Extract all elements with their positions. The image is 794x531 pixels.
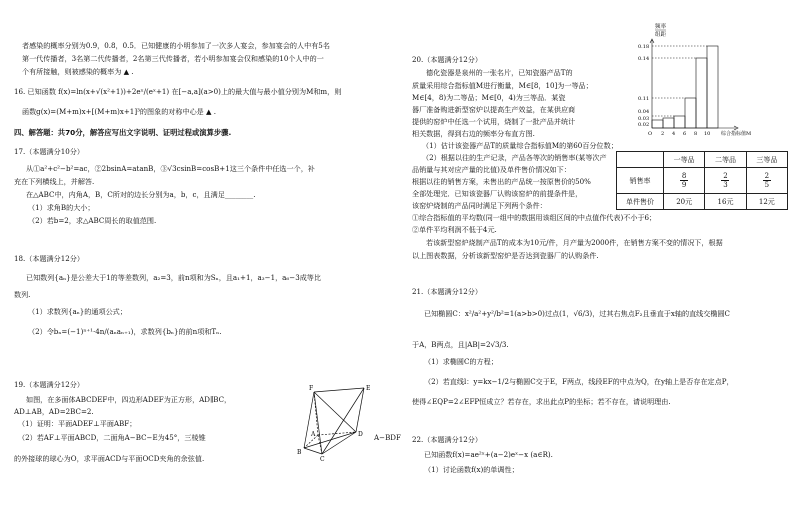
histogram-xlabel: 综合指标值M	[721, 131, 752, 137]
table-header-cell: 二等品	[705, 152, 746, 168]
table-cell: 20元	[664, 194, 705, 210]
q22-line-2: （1）讨论函数f(x)的单调性；	[424, 465, 519, 474]
y-tick: 0.04	[638, 109, 650, 115]
table-cell: 12元	[746, 194, 787, 210]
q19-line-3: （1）证明：平面ADEF⊥平面ABF；	[18, 419, 137, 428]
label-a: A	[311, 431, 316, 438]
q18-title: 18.（本题满分12分）	[14, 254, 84, 263]
q20-line-16: 以上图表数据，分析该新型窑炉是否达到瓷器厂的认购条件.	[412, 251, 599, 260]
q18-line-3: （1）求数列{aₙ}的通项公式；	[28, 307, 127, 316]
fraction-numerator: 2	[764, 172, 770, 180]
q19-line-5: 的外接球的球心为O，求平面ACD与平面OCD夹角的余弦值.	[14, 454, 205, 463]
q21-line-1: 已知椭圆C：x²/a²+y²/b²=1(a>b>0)过点(1，√6/3)，过其右焦点F₂且垂直于x轴的直线交椭圆C	[424, 309, 730, 318]
table-row-label: 单件售价	[617, 194, 664, 210]
label-c: C	[320, 456, 325, 462]
fraction-denominator: 3	[723, 181, 728, 189]
q20-line-1: 德化瓷器是泉州的一张名片，已知瓷器产品T的	[426, 68, 573, 77]
x-tick: 4	[672, 131, 676, 137]
table-header-cell	[617, 152, 664, 168]
q22-line-1: 已知函数f(x)=ae²ˣ+(a−2)eˣ−x (a∈R).	[424, 450, 553, 459]
q16-line-2: 函数g(x)=(M+m)x+[(M+m)x+1]³的图象的对称中心是 ▲ .	[22, 107, 216, 116]
table-row	[617, 194, 788, 210]
table-header-cell: 三等品	[746, 152, 787, 168]
q17-line-2: 充在下列横线上，并解答.	[14, 177, 95, 186]
sales-table	[616, 151, 788, 210]
label-b: B	[297, 449, 302, 456]
q20-line-3: M∈[4，8)为二等品；M∈[0，4)为三等品．某瓷	[412, 93, 566, 102]
q18-line-1: 已知数列{aₙ}是公差大于1的等差数列，a₂=3，前n项和为Sₙ，且a₁+1，a₃−1，a₆−3成等比	[26, 273, 321, 282]
fraction-numerator: 8	[681, 172, 687, 180]
q20-line-15: 若该新型窑炉烧制产品T的成本为10元/件，月产量为2000件，在销售方案不变的情况下，根据	[426, 238, 723, 247]
y-tick: 0.03	[638, 116, 650, 122]
table-header-cell: 一等品	[664, 152, 705, 168]
histogram-origin: O	[648, 131, 653, 137]
q19-side-label: A−BDF	[374, 433, 401, 442]
q17-line-4: （1）求角B的大小；	[28, 203, 95, 212]
section-heading: 四、解答题：共70分，解答应写出文字说明、证明过程或演算步骤.	[14, 128, 232, 137]
right-column	[398, 0, 794, 531]
table-cell: 16元	[705, 194, 746, 210]
q21-line-4: （2）若直线l：y=kx−1/2与椭圆C交于E，F两点，线段EF的中点为Q，在y轴上是否存在定点P，	[424, 377, 734, 386]
q20-line-6: 相关数据，得到右边的频率分布直方图.	[412, 129, 535, 138]
q19-line-4: （2）若AF⊥平面ABCD，二面角A−BC−E为45°，三棱锥	[18, 433, 206, 442]
q22-title: 22.（本题满分12分）	[412, 435, 482, 444]
q21-line-3: （1）求椭圆C的方程；	[424, 357, 498, 366]
q20-line-7: （1）估计该瓷器产品T的质量综合指标值M的第60百分位数；	[422, 141, 618, 150]
fraction-numerator: 2	[723, 172, 728, 180]
table-row-label: 销售率	[617, 168, 664, 194]
q20-line-13: ①综合指标值的平均数(同一组中的数据用该组区间的中点值作代表)不小于6；	[412, 213, 657, 222]
intro-line-3: 个有所接触，则被感染的概率为 ▲ .	[22, 67, 134, 76]
q19-line-2: AD⊥AB，AD=2BC=2.	[14, 407, 94, 416]
frequency-histogram	[624, 22, 790, 140]
q20-line-14: ②单件平均利润不低于4元.	[412, 225, 497, 234]
q17-line-5: （2）若b=2，求△ABC周长的取值范围.	[28, 216, 157, 225]
q20-line-10: 根据以往的销售方案，未售出的产品统一按原售价的50%	[412, 177, 591, 186]
table-cell	[664, 168, 705, 194]
q20-line-2: 质量采用综合指标值M进行衡量，M∈[8，10]为一等品；	[412, 81, 593, 90]
label-d: D	[358, 431, 363, 438]
label-f: F	[309, 385, 314, 392]
q20-line-11: 全部处理完．已知该瓷器厂认购该窑炉的前提条件是，	[412, 189, 583, 198]
polyhedron-figure	[292, 380, 398, 462]
table-header-row	[617, 152, 788, 168]
x-tick: 10	[704, 131, 711, 137]
y-tick: 0.18	[638, 44, 650, 50]
q20-title: 20.（本题满分12分）	[412, 55, 482, 64]
q21-title: 21.（本题满分12分）	[412, 287, 482, 296]
q19-title: 19.（本题满分12分）	[14, 380, 84, 389]
q18-line-4: （2）令bₙ=(−1)ⁿ⁺¹·4n/(aₙaₙ₊₁)，求数列{bₙ}的前n项和Tₙ.	[28, 327, 222, 336]
q21-line-5: 使得∠EQP=2∠EFP恒成立？若存在，求出此点P的坐标；若不存在，请说明理由.	[412, 397, 671, 406]
table-cell	[705, 168, 746, 194]
x-tick: 8	[694, 131, 698, 137]
table-row	[617, 168, 788, 194]
q20-line-9: 品销量与其对应产量的比值)及单件售价情况如下：	[412, 165, 571, 174]
intro-line-1: 者感染的概率分别为0.9，0.8，0.5．已知健康的小明参加了一次多人宴会，参加宴会的人中有5名	[22, 41, 330, 50]
q20-line-12: 该窑炉烧制的产品同时满足下列两个条件：	[412, 201, 547, 210]
label-e: E	[366, 385, 371, 392]
q17-line-1: 从①a²+c²−b²=ac，②2bsinA=atanB，③√3csinB=cosB+1这三个条件中任选一个，补	[26, 164, 315, 173]
fraction-denominator: 5	[764, 181, 770, 189]
q21-line-2: 于A，B两点，且|AB|=2√3/3.	[412, 340, 509, 349]
q16-line-1: 16. 已知函数 f(x)=ln(x+√(x²+1))+2eˣ/(eˣ+1) 在[−a,a](a>0)上的最大值与最小值分别为M和m，则	[14, 87, 342, 96]
q17-line-3: 在△ABC中，内角A，B，C所对的边长分别为a，b，c，且满足________.	[26, 190, 256, 199]
intro-line-2: 第一代传播者，3名第二代传播者，2名第三代传播者，若小明参加宴会仅和感染的10个人中的一	[22, 54, 324, 63]
table-cell	[746, 168, 787, 194]
q19-line-1: 如图，在多面体ABCDEF中，四边形ADEF为正方形，AD∥BC，	[26, 395, 232, 404]
q17-title: 17.（本题满分10分）	[14, 147, 84, 156]
fraction-denominator: 9	[681, 181, 687, 189]
histogram-ylabel-bottom: 组距	[655, 32, 667, 38]
x-tick: 6	[683, 131, 687, 137]
q20-line-4: 器厂准备购进新型窑炉以提高生产效益，在某供应商	[412, 105, 576, 114]
y-tick: 0.11	[638, 96, 650, 102]
y-tick: 0.14	[638, 56, 650, 62]
q18-line-2: 数列.	[14, 290, 31, 299]
y-tick: 0.02	[638, 122, 650, 128]
q20-line-8: （2）根据以往的生产记录，产品各等次的销售率(某等次产	[422, 153, 607, 162]
x-tick: 2	[661, 131, 665, 137]
q20-line-5: 提供的窑炉中任选一个试用，烧制了一批产品并统计	[412, 117, 576, 126]
histogram-ylabel-top: 频率	[655, 24, 667, 30]
